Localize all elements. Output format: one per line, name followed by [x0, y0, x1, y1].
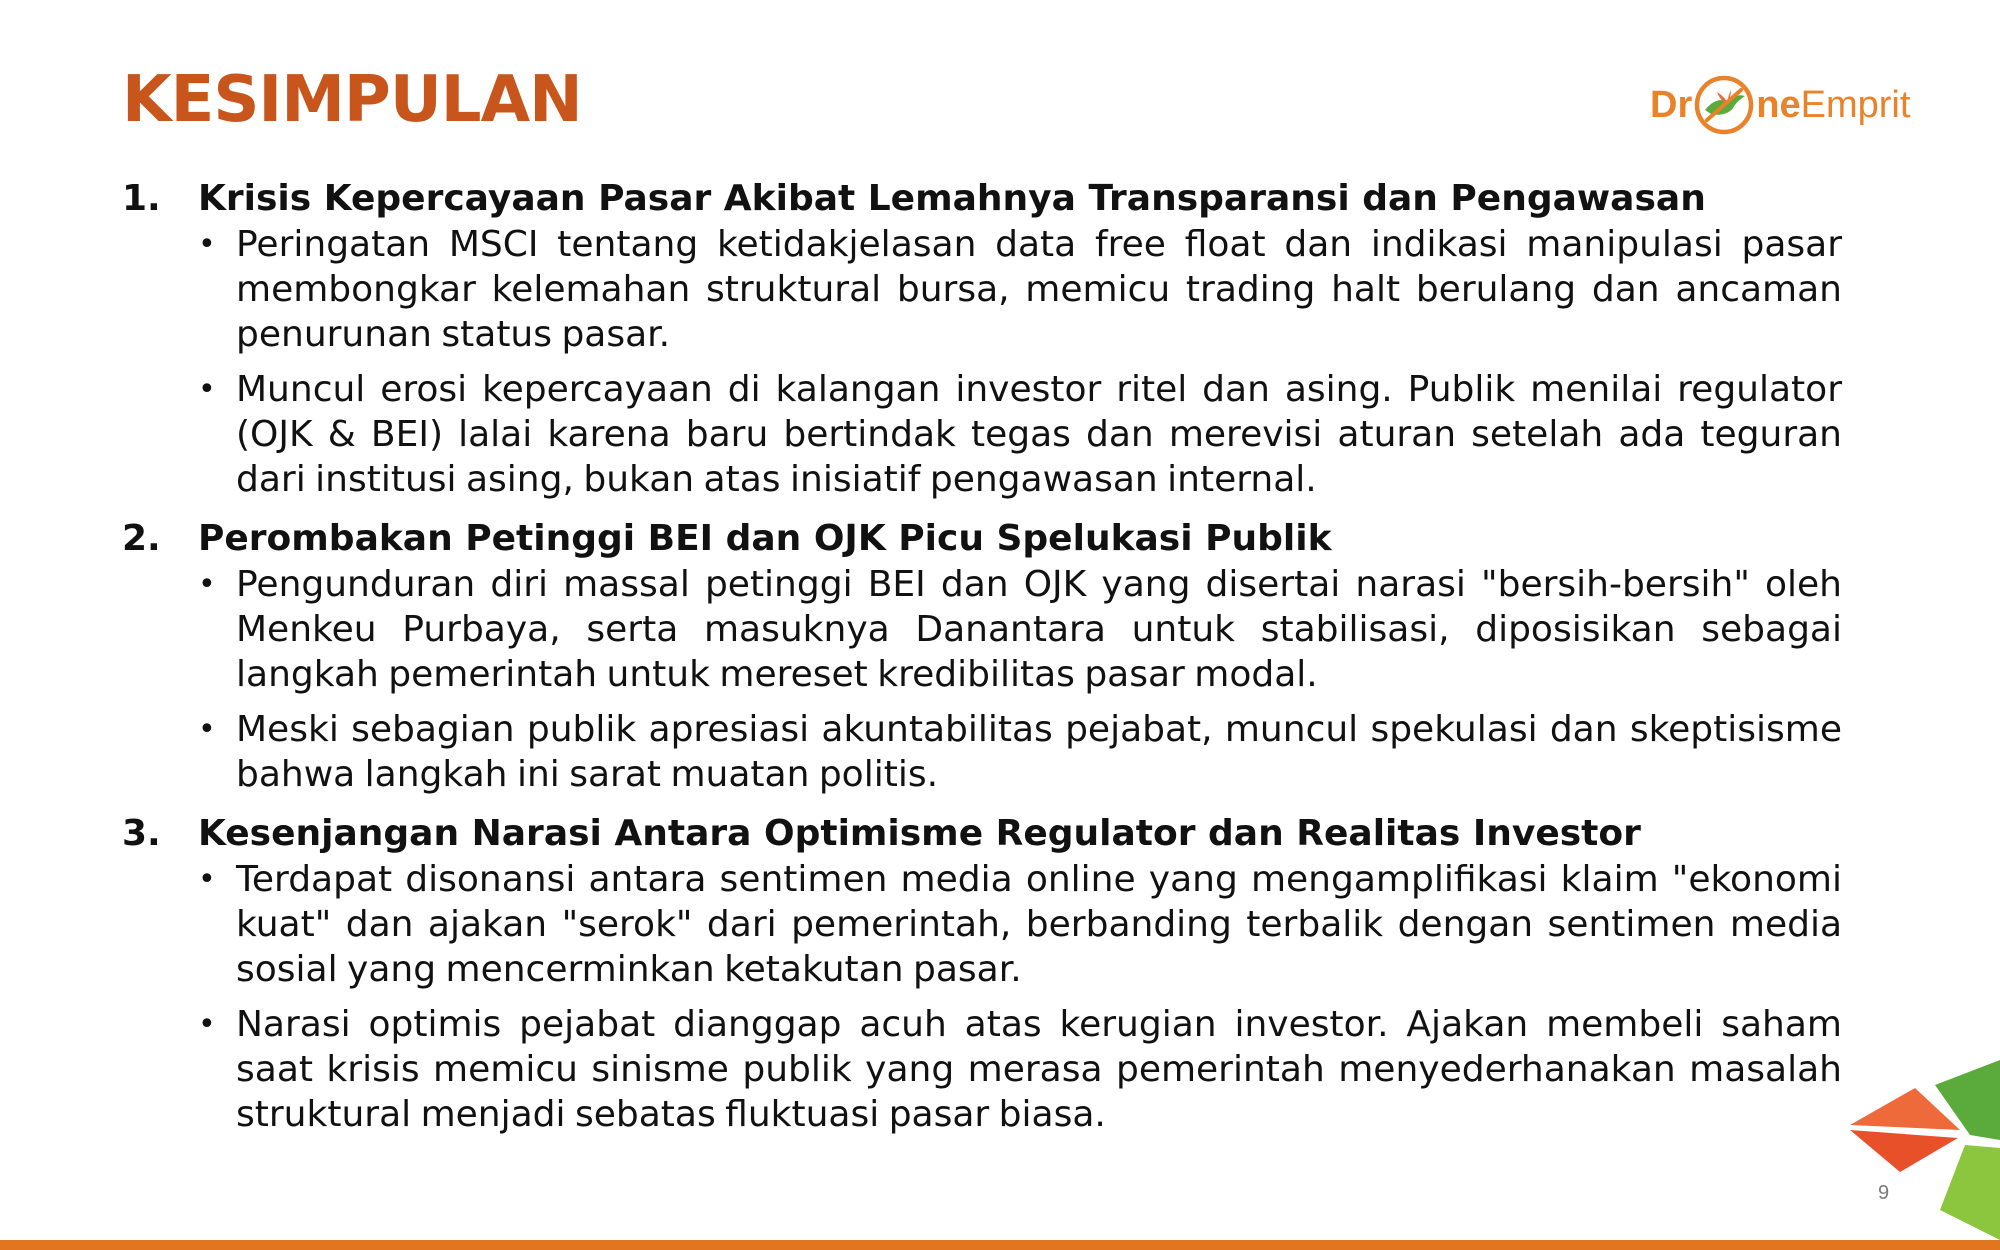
logo-text-ne: ne	[1756, 83, 1801, 126]
logo-text-dr: Dr	[1650, 83, 1693, 126]
bullet-item	[198, 707, 1842, 797]
section-2	[122, 516, 1842, 797]
logo-text-emprit: Emprit	[1800, 83, 1911, 126]
slide-title: KESIMPULAN	[122, 63, 582, 137]
bullet-item	[198, 562, 1842, 697]
section-heading-text: Krisis Kepercayaan Pasar Akibat Lemahnya Transparansi dan Pengawasan	[198, 178, 1706, 219]
drone-bird-icon	[1693, 74, 1755, 136]
section-heading-text: Kesenjangan Narasi Antara Optimisme Regulator dan Realitas Investor	[198, 813, 1641, 854]
bullet-dot-icon: •	[198, 567, 216, 602]
bottom-accent-bar	[0, 1240, 2000, 1250]
section-heading	[122, 516, 1842, 562]
orange-bottom-shape	[1850, 1130, 1958, 1172]
section-number: 3.	[122, 813, 161, 854]
bullet-text: Pengunduran diri massal petinggi BEI dan OJK yang disertai narasi "bersih-bersih" oleh Menkeu Purbaya, serta masuknya Danantara untuk stabilisasi, diposisikan sebagai langkah pemerintah untuk mereset kredibilitas pasar modal.	[236, 564, 1842, 695]
bullet-text: Narasi optimis pejabat dianggap acuh atas kerugian investor. Ajakan membeli saham saat krisis memicu sinisme publik yang merasa pemerintah menyederhanakan masalah struktural menjadi sebatas fluktuasi pasar biasa.	[236, 1004, 1842, 1135]
bullet-dot-icon: •	[198, 862, 216, 897]
bullet-item	[198, 857, 1842, 992]
bullet-text: Terdapat disonansi antara sentimen media online yang mengamplifikasi klaim "ekonomi kuat" dan ajakan "serok" dari pemerintah, berbanding terbalik dengan sentimen media sosial yang mencerminkan ketakutan pasar.	[236, 859, 1842, 990]
bullet-item	[198, 1002, 1842, 1137]
bullet-dot-icon: •	[198, 1007, 216, 1042]
section-heading	[122, 176, 1842, 222]
decorative-leaf-shapes	[1840, 1050, 2000, 1240]
section-3	[122, 811, 1842, 1137]
conclusion-list	[122, 176, 1842, 1151]
bullet-dot-icon: •	[198, 227, 216, 262]
bullet-list	[122, 562, 1842, 797]
page-number: 9	[1878, 1182, 1890, 1204]
bullet-dot-icon: •	[198, 372, 216, 407]
section-heading	[122, 811, 1842, 857]
section-heading-text: Perombakan Petinggi BEI dan OJK Picu Spelukasi Publik	[198, 518, 1332, 559]
section-1	[122, 176, 1842, 502]
section-number: 1.	[122, 178, 161, 219]
lime-leaf-shape	[1940, 1145, 2000, 1240]
bullet-text: Peringatan MSCI tentang ketidakjelasan data free float dan indikasi manipulasi pasar membongkar kelemahan struktural bursa, memicu trading halt berulang dan ancaman penurunan status pasar.	[236, 224, 1842, 355]
drone-emprit-logo	[1650, 72, 1910, 138]
bullet-list	[122, 222, 1842, 502]
bullet-item	[198, 222, 1842, 357]
bullet-dot-icon: •	[198, 712, 216, 747]
bullet-list	[122, 857, 1842, 1137]
bullet-text: Muncul erosi kepercayaan di kalangan investor ritel dan asing. Publik menilai regulator (OJK & BEI) lalai karena baru bertindak tegas dan merevisi aturan setelah ada teguran dari institusi asing, bukan atas inisiatif pengawasan internal.	[236, 369, 1842, 500]
bullet-text: Meski sebagian publik apresiasi akuntabilitas pejabat, muncul spekulasi dan skeptisisme bahwa langkah ini sarat muatan politis.	[236, 709, 1842, 795]
section-number: 2.	[122, 518, 161, 559]
bullet-item	[198, 367, 1842, 502]
